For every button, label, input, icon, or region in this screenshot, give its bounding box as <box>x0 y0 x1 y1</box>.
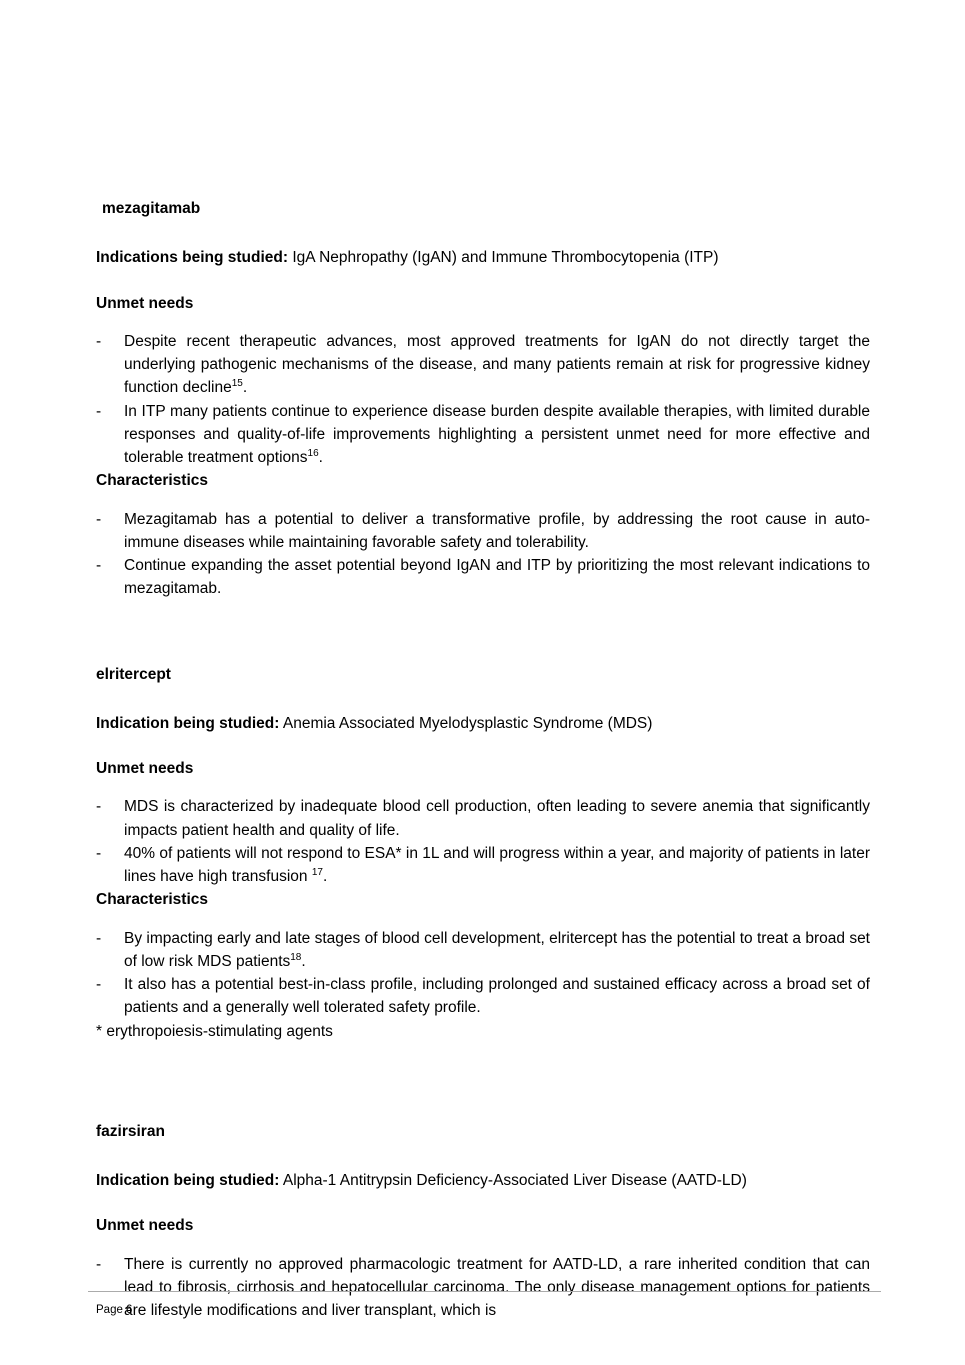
bullet-marker: - <box>96 402 102 420</box>
bullet-item <box>96 927 870 974</box>
bullet-text <box>124 973 870 1020</box>
unmet-needs-list <box>96 795 870 888</box>
characteristics-heading: Characteristics <box>96 891 209 909</box>
unmet-needs-list <box>96 330 870 470</box>
bullet-text-main: Despite recent therapeutic advances, most approved treatments for IgAN do not directly target the underlying pathogenic mechanisms of the disease, and many patients remain at risk for progressive kidney function decline <box>124 332 870 397</box>
bullet-marker: - <box>96 557 102 574</box>
bullet-text <box>124 330 870 400</box>
bullet-item <box>96 400 870 470</box>
bullet-marker: - <box>96 332 102 350</box>
page-footer <box>88 1291 881 1319</box>
unmet-needs-heading: Unmet needs <box>96 760 194 777</box>
bullet-text-main: 40% of patients will not respond to ESA* in 1L and will progress within a year, and majority of patients in later lines have high transfusion <box>124 844 870 885</box>
bullet-text <box>124 508 870 555</box>
characteristics-list <box>96 927 870 1020</box>
drug-name-heading: elritercept <box>96 665 171 683</box>
esa-footnote: * erythropoiesis-stimulating agents <box>96 1022 333 1040</box>
bullet-item <box>96 554 870 601</box>
indication-label: Indications being studied: <box>96 249 289 267</box>
reference-superscript: 17 <box>311 866 323 878</box>
bullet-text <box>124 927 870 974</box>
indication-line <box>96 712 870 735</box>
characteristics-heading: Characteristics <box>96 472 209 490</box>
bullet-text-main: It also has a potential best-in-class profile, including prolonged and sustained efficacy across a broad set of patients and a generally well tolerated safety profile. <box>124 976 870 1017</box>
drug-name-heading: mezagitamab <box>102 200 201 217</box>
bullet-text <box>124 795 870 842</box>
bullet-marker: - <box>96 844 102 862</box>
bullet-item <box>96 842 870 889</box>
section-mezagitamab <box>96 197 870 601</box>
bullet-text-main: By impacting early and late stages of blood cell development, elritercept has the potential to treat a broad set of low risk MDS patients <box>124 929 870 970</box>
bullet-marker: - <box>96 1255 102 1273</box>
page-number: Page 6 <box>96 1304 133 1316</box>
indication-label: Indication being studied: <box>96 714 280 732</box>
bullet-text-tail: . <box>301 952 306 970</box>
bullet-text-tail: . <box>242 379 248 397</box>
bullet-text <box>124 842 870 889</box>
reference-superscript: 16 <box>307 447 319 459</box>
bullet-text-main: MDS is characterized by inadequate blood cell production, often leading to severe anemia that significantly impacts patient health and quality of life. <box>124 798 870 839</box>
indication-text: IgA Nephropathy (IgAN) and Immune Thrombocytopenia (ITP) <box>288 249 719 267</box>
indication-line <box>96 246 870 269</box>
unmet-needs-heading: Unmet needs <box>96 1217 194 1235</box>
indication-text: Anemia Associated Myelodysplastic Syndrome (MDS) <box>279 714 653 732</box>
characteristics-list <box>96 508 870 601</box>
unmet-needs-heading: Unmet needs <box>96 294 194 312</box>
bullet-text <box>124 400 870 470</box>
bullet-text-main: In ITP many patients continue to experience disease burden despite available therapies, with limited durable responses and quality-of-life improvements highlighting a persistent unmet need for more effective and tolerable treatment options <box>124 402 870 466</box>
bullet-item <box>96 973 870 1020</box>
indication-text: Alpha-1 Antitrypsin Deficiency-Associated Liver Disease (AATD-LD) <box>279 1172 747 1189</box>
bullet-marker: - <box>96 976 102 993</box>
bullet-item <box>96 330 870 400</box>
section-elritercept <box>96 663 870 1043</box>
bullet-marker: - <box>96 798 102 816</box>
bullet-text-tail: . <box>318 449 323 466</box>
bullet-text-tail: . <box>322 868 328 885</box>
bullet-item <box>96 508 870 555</box>
reference-superscript: 18 <box>290 951 302 963</box>
bullet-item <box>96 795 870 842</box>
reference-superscript: 15 <box>231 378 243 390</box>
indication-line <box>96 1169 870 1192</box>
bullet-text-main: There is currently no approved pharmacologic treatment for AATD-LD, a rare inherited condition that can lead to fibrosis, cirrhosis and hepatocellular carcinoma. The only disease management options for patients are lifestyle modifications and liver transplant, which is <box>124 1255 870 1319</box>
bullet-text-main: Continue expanding the asset potential beyond IgAN and ITP by prioritizing the most relevant indications to mezagitamab. <box>124 557 870 598</box>
bullet-marker: - <box>96 929 102 947</box>
bullet-marker: - <box>96 510 102 528</box>
bullet-text <box>124 554 870 601</box>
drug-name-heading: fazirsiran <box>96 1122 165 1140</box>
bullet-text-main: Mezagitamab has a potential to deliver a transformative profile, by addressing the root cause in auto-immune diseases while maintaining favorable safety and tolerability. <box>124 510 870 551</box>
indication-label: Indication being studied: <box>96 1172 280 1189</box>
